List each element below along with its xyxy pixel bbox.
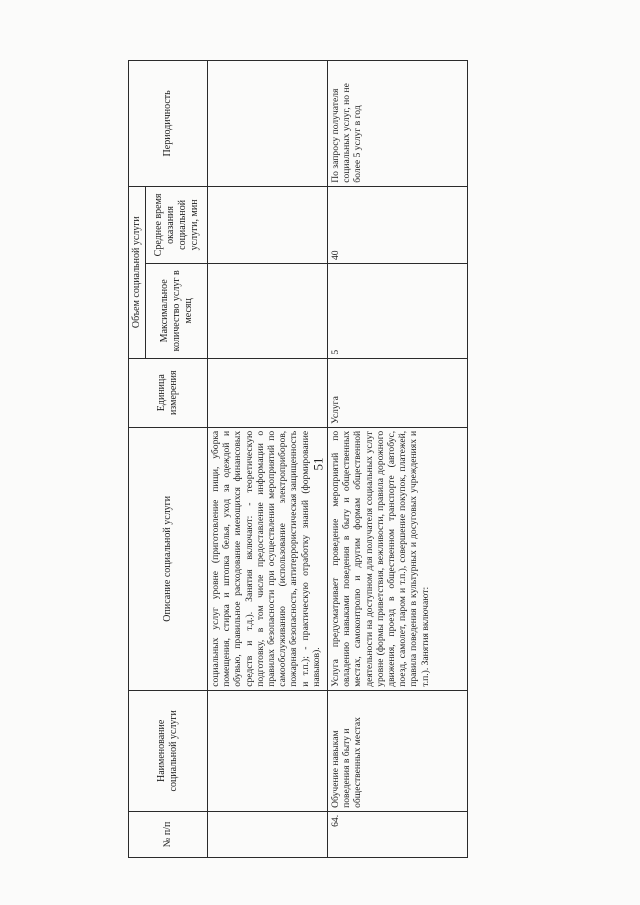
page-number: 51: [310, 457, 326, 471]
services-table-sheet: [128, 60, 468, 858]
header-description: Описание социальной услуги: [129, 427, 208, 690]
table-row: [208, 61, 328, 858]
row-description: социальных услуг уровне (приготовление пищи, уборка помещения, стирка и штопка белья, уход за одеждой и обувью, правильное расходование имеющихся финансовых средств и т.д.). Занятия включают: - теоретическую подготовку, в том числе предоставление информации о правилах безопасности при осуществлении мероприятий по самообслуживанию (использование электроприборов, пожарная безопасность, антитеррористическая защищенность и т.п.); - практическую отработку знаний (формирование навыков).: [208, 427, 328, 690]
row-description: Услуга предусматривает проведение мероприятий по овладению навыками поведения в быту и общественных местах, самоконтролю и другим формам общественной деятельности на доступном для получателя социальных услуг уровне (формы приветствия, вежливости, правила дорожного движения, проезд в общественном транспорте (автобус, поезд, самолет, паром и т.п.), совершение покупок, платежей, правила поведения в культурных и досуговых учреждениях и т.п.). Занятия включают:: [328, 427, 468, 690]
row-max-count: [208, 264, 328, 359]
services-table: [128, 60, 468, 858]
header-volume: Объем социальной услуги: [129, 186, 146, 358]
row-unit: [208, 358, 328, 427]
header-avg-time: Среднее время оказания социальной услуги, мин: [146, 186, 208, 263]
row-unit: Услуга: [328, 358, 468, 427]
row-name: Обучение навыкам поведения в быту и общественных местах: [328, 690, 468, 811]
row-num: [208, 811, 328, 857]
row-periodicity: По запросу получателя социальных услуг, но не более 5 услуг в год: [328, 61, 468, 187]
header-periodicity: Периодичность: [129, 61, 208, 187]
row-avg-time: [208, 186, 328, 263]
row-max-count: 5: [328, 264, 468, 359]
header-max-count: Максимальное количество услуг в месяц: [146, 264, 208, 359]
row-periodicity: [208, 61, 328, 187]
header-name: Наименование социальной услуги: [129, 690, 208, 811]
row-avg-time: 40: [328, 186, 468, 263]
table-row: [328, 61, 468, 858]
header-num: № п/п: [129, 811, 208, 857]
header-unit: Единица измерения: [129, 358, 208, 427]
row-name: [208, 690, 328, 811]
row-num: 64.: [328, 811, 468, 857]
